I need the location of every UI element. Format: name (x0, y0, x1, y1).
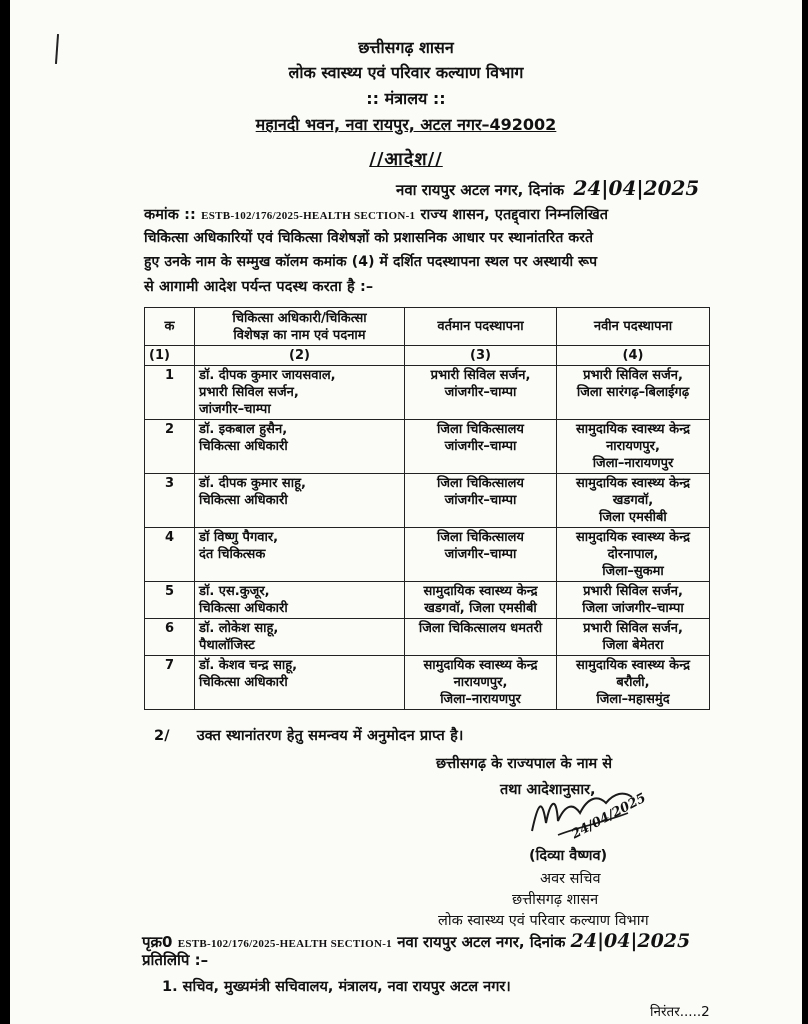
row-new-posting-line: जिला एमसीबी (599, 510, 667, 525)
row-new-posting-line: सामुदायिक स्वास्थ्य केन्द्र (575, 422, 691, 437)
row-current-posting-line: जांजगीर–चाम्पा (444, 439, 517, 454)
row-name-designation-line: चिकित्सा अधिकारी (199, 601, 288, 616)
document-page (10, 0, 802, 1024)
row-serial: 6 (145, 619, 195, 656)
row-current-posting-line: जिला चिकित्सालय (437, 422, 524, 437)
row-name-designation-line: प्रभारी सिविल सर्जन, (199, 385, 299, 400)
header-department: लोक स्वास्थ्य एवं परिवार कल्याण विभाग (288, 63, 524, 82)
body-line-4: से आगामी आदेश पर्यन्त पदस्थ करता है :– (144, 279, 374, 295)
header-current-posting: वर्तमान पदस्थापना (405, 308, 557, 346)
by-order-line: तथा आदेशानुसार, (500, 782, 596, 798)
signatory-name: (दिव्या वैष्णव) (529, 848, 608, 864)
row-current-posting-line: जांजगीर–चाम्पा (444, 547, 517, 562)
header-name: चिकित्सा अधिकारी/चिकित्सा विशेषज्ञ का नाम एवं पदनाम (195, 308, 405, 346)
colnum-3: (3) (405, 346, 557, 366)
row-name-designation (195, 656, 405, 710)
row-current-posting (405, 619, 557, 656)
header-new-posting: नवीन पदस्थापना (557, 308, 710, 346)
body-line-3: हुए उनके नाम के सम्मुख कॉलम कमांक (4) में दर्शित पदस्थापना स्थल पर अस्थायी रूप (144, 254, 598, 270)
row-serial: 2 (145, 420, 195, 474)
row-serial: 1 (145, 366, 195, 420)
row-name-designation-line: चिकित्सा अधिकारी (199, 675, 288, 690)
row-new-posting-line: सामुदायिक स्वास्थ्य केन्द्र (575, 658, 691, 673)
dateline-place: नवा रायपुर अटल नगर, दिनांक (396, 181, 565, 199)
row-serial: 3 (145, 474, 195, 528)
row-new-posting-line: जिला सारंगढ़–बिलाईगढ़ (576, 385, 690, 400)
governor-name-line: छत्तीसगढ़ के राज्यपाल के नाम से (436, 756, 613, 772)
row-name-designation-line: डॉ. लोकेश साहू, (199, 621, 279, 636)
row-name-designation (195, 366, 405, 420)
table-row (145, 582, 710, 619)
row-serial: 7 (145, 656, 195, 710)
row-new-posting (557, 420, 710, 474)
row-new-posting-line: प्रभारी सिविल सर्जन, (583, 621, 683, 636)
colnum-4: (4) (557, 346, 710, 366)
row-current-posting-line: सामुदायिक स्वास्थ्य केन्द्र (423, 658, 538, 673)
table-row (145, 366, 710, 420)
row-new-posting-line: जिला–सुकमा (602, 564, 664, 579)
table-header-row (145, 308, 710, 346)
row-name-designation-line: डॉ विष्णु पैगवार, (199, 530, 279, 545)
row-current-posting-line: नारायणपुर, (453, 675, 508, 690)
row-current-posting (405, 582, 557, 619)
row-new-posting-line: सामुदायिक स्वास्थ्य केन्द्र (575, 476, 691, 491)
footer-ref-code: ESTB-102/176/2025-HEALTH SECTION-1 (177, 938, 392, 950)
para-2 (154, 725, 463, 745)
row-new-posting-line: दोरनापाल, (607, 547, 659, 562)
row-new-posting (557, 366, 710, 420)
dateline-date: 24|04|2025 (573, 176, 700, 200)
header-government: छत्तीसगढ़ शासन (358, 38, 454, 57)
row-name-designation-line: दंत चिकित्सक (199, 547, 266, 562)
table-row (145, 528, 710, 582)
row-new-posting-line: सामुदायिक स्वास्थ्य केन्द्र (575, 530, 691, 545)
body-line-2: चिकित्सा अधिकारियों एवं चिकित्सा विशेषज्ञों को प्रशासनिक आधार पर स्थानांतरित करते (144, 230, 594, 246)
row-new-posting-line: जिला–महासमुंद (596, 692, 670, 707)
row-name-designation-line: डॉ. दीपक कुमार साहू, (199, 476, 306, 491)
row-new-posting (557, 656, 710, 710)
row-new-posting (557, 619, 710, 656)
row-current-posting-line: जांजगीर–चाम्पा (444, 493, 517, 508)
row-serial: 4 (145, 528, 195, 582)
copy-item-1: 1. सचिव, मुख्यमंत्री सचिवालय, मंत्रालय, नवा रायपुर अटल नगर। (162, 979, 511, 995)
row-current-posting-line: जिला चिकित्सालय (437, 530, 524, 545)
row-serial: 5 (145, 582, 195, 619)
transfer-table (144, 307, 710, 710)
row-name-designation-line: डॉ. एस.कुजूर, (199, 584, 270, 599)
table-row (145, 420, 710, 474)
row-new-posting (557, 582, 710, 619)
row-current-posting-line: जांजगीर–चाम्पा (444, 385, 517, 400)
footer-date: 24|04|2025 (570, 930, 691, 952)
row-new-posting-line: नारायणपुर, (606, 439, 660, 454)
body-line-1 (144, 204, 608, 224)
row-current-posting (405, 528, 557, 582)
table-row (145, 474, 710, 528)
colnum-1: (1) (145, 346, 195, 366)
row-name-designation (195, 420, 405, 474)
row-current-posting-line: खडगवॉ, जिला एमसीबी (424, 601, 537, 616)
order-title: //आदेश// (369, 149, 443, 170)
signature-date: 24/04/2025 (569, 790, 649, 843)
para-2-number: 2/ (154, 728, 170, 744)
header-ministry: :: मंत्रालय :: (366, 89, 446, 108)
signatory-org-2: लोक स्वास्थ्य एवं परिवार कल्याण विभाग (438, 913, 649, 929)
row-new-posting-line: प्रभारी सिविल सर्जन, (583, 584, 683, 599)
handwritten-signature (528, 783, 649, 843)
row-current-posting-line: जिला चिकित्सालय (437, 476, 524, 491)
table-body (145, 366, 710, 710)
row-current-posting-line: प्रभारी सिविल सर्जन, (430, 368, 531, 383)
table-column-numbers-row (145, 346, 710, 366)
row-name-designation-line: पैथालॉजिस्ट (199, 638, 255, 653)
footer-ref-line (142, 930, 690, 952)
row-current-posting-line: सामुदायिक स्वास्थ्य केन्द्र (423, 584, 538, 599)
para-2-text: उक्त स्थानांतरण हेतु समन्वय में अनुमोदन प्राप्त है। (196, 728, 464, 744)
row-current-posting-line: जिला चिकित्सालय धमतरी (418, 621, 543, 636)
row-name-designation (195, 619, 405, 656)
row-new-posting-line: जिला जांजगीर–चाम्पा (582, 601, 684, 616)
copy-label: प्रतिलिपि :– (142, 951, 209, 969)
row-new-posting-line: जिला बेमेतरा (602, 638, 664, 653)
row-current-posting (405, 656, 557, 710)
row-name-designation (195, 528, 405, 582)
row-name-designation-line: डॉ. इकबाल हुसैन, (199, 422, 288, 437)
row-current-posting (405, 366, 557, 420)
row-new-posting-line: प्रभारी सिविल सर्जन, (583, 368, 683, 383)
row-name-designation-line: चिकित्सा अधिकारी (199, 439, 288, 454)
header-serial: क (145, 308, 195, 346)
header-address: महानदी भवन, नवा रायपुर, अटल नगर–492002 (255, 115, 557, 134)
row-name-designation-line: डॉ. केशव चन्द्र साहू, (199, 658, 298, 673)
row-name-designation (195, 474, 405, 528)
dateline (396, 176, 699, 200)
ref-label: कमांक :: (144, 207, 196, 223)
row-new-posting-line: खडगवॉ, (612, 493, 654, 508)
signatory-designation: अवर सचिव (540, 871, 601, 887)
table-row (145, 619, 710, 656)
row-new-posting (557, 528, 710, 582)
ref-code: ESTB-102/176/2025-HEALTH SECTION-1 (201, 210, 416, 222)
row-current-posting (405, 474, 557, 528)
table-row (145, 656, 710, 710)
row-new-posting (557, 474, 710, 528)
row-name-designation (195, 582, 405, 619)
row-name-designation-line: डॉ. दीपक कुमार जायसवाल, (199, 368, 336, 383)
continued-marker: निरंतर.....2 (650, 1004, 710, 1020)
colnum-2: (2) (195, 346, 405, 366)
row-current-posting-line: जिला–नारायणपुर (440, 692, 521, 707)
row-name-designation-line: चिकित्सा अधिकारी (199, 493, 288, 508)
row-new-posting-line: बरौली, (616, 675, 650, 690)
row-current-posting (405, 420, 557, 474)
row-name-designation-line: जांजगीर–चाम्पा (199, 402, 271, 417)
footer-place: नवा रायपुर अटल नगर, दिनांक (397, 933, 566, 951)
body-line-1-rest: राज्य शासन, एतद्द्वारा निम्नलिखित (420, 207, 609, 223)
footer-ref-label: पृक्र0 (142, 933, 173, 951)
signatory-org-1: छत्तीसगढ़ शासन (512, 892, 599, 908)
row-new-posting-line: जिला–नारायणपुर (592, 456, 674, 471)
